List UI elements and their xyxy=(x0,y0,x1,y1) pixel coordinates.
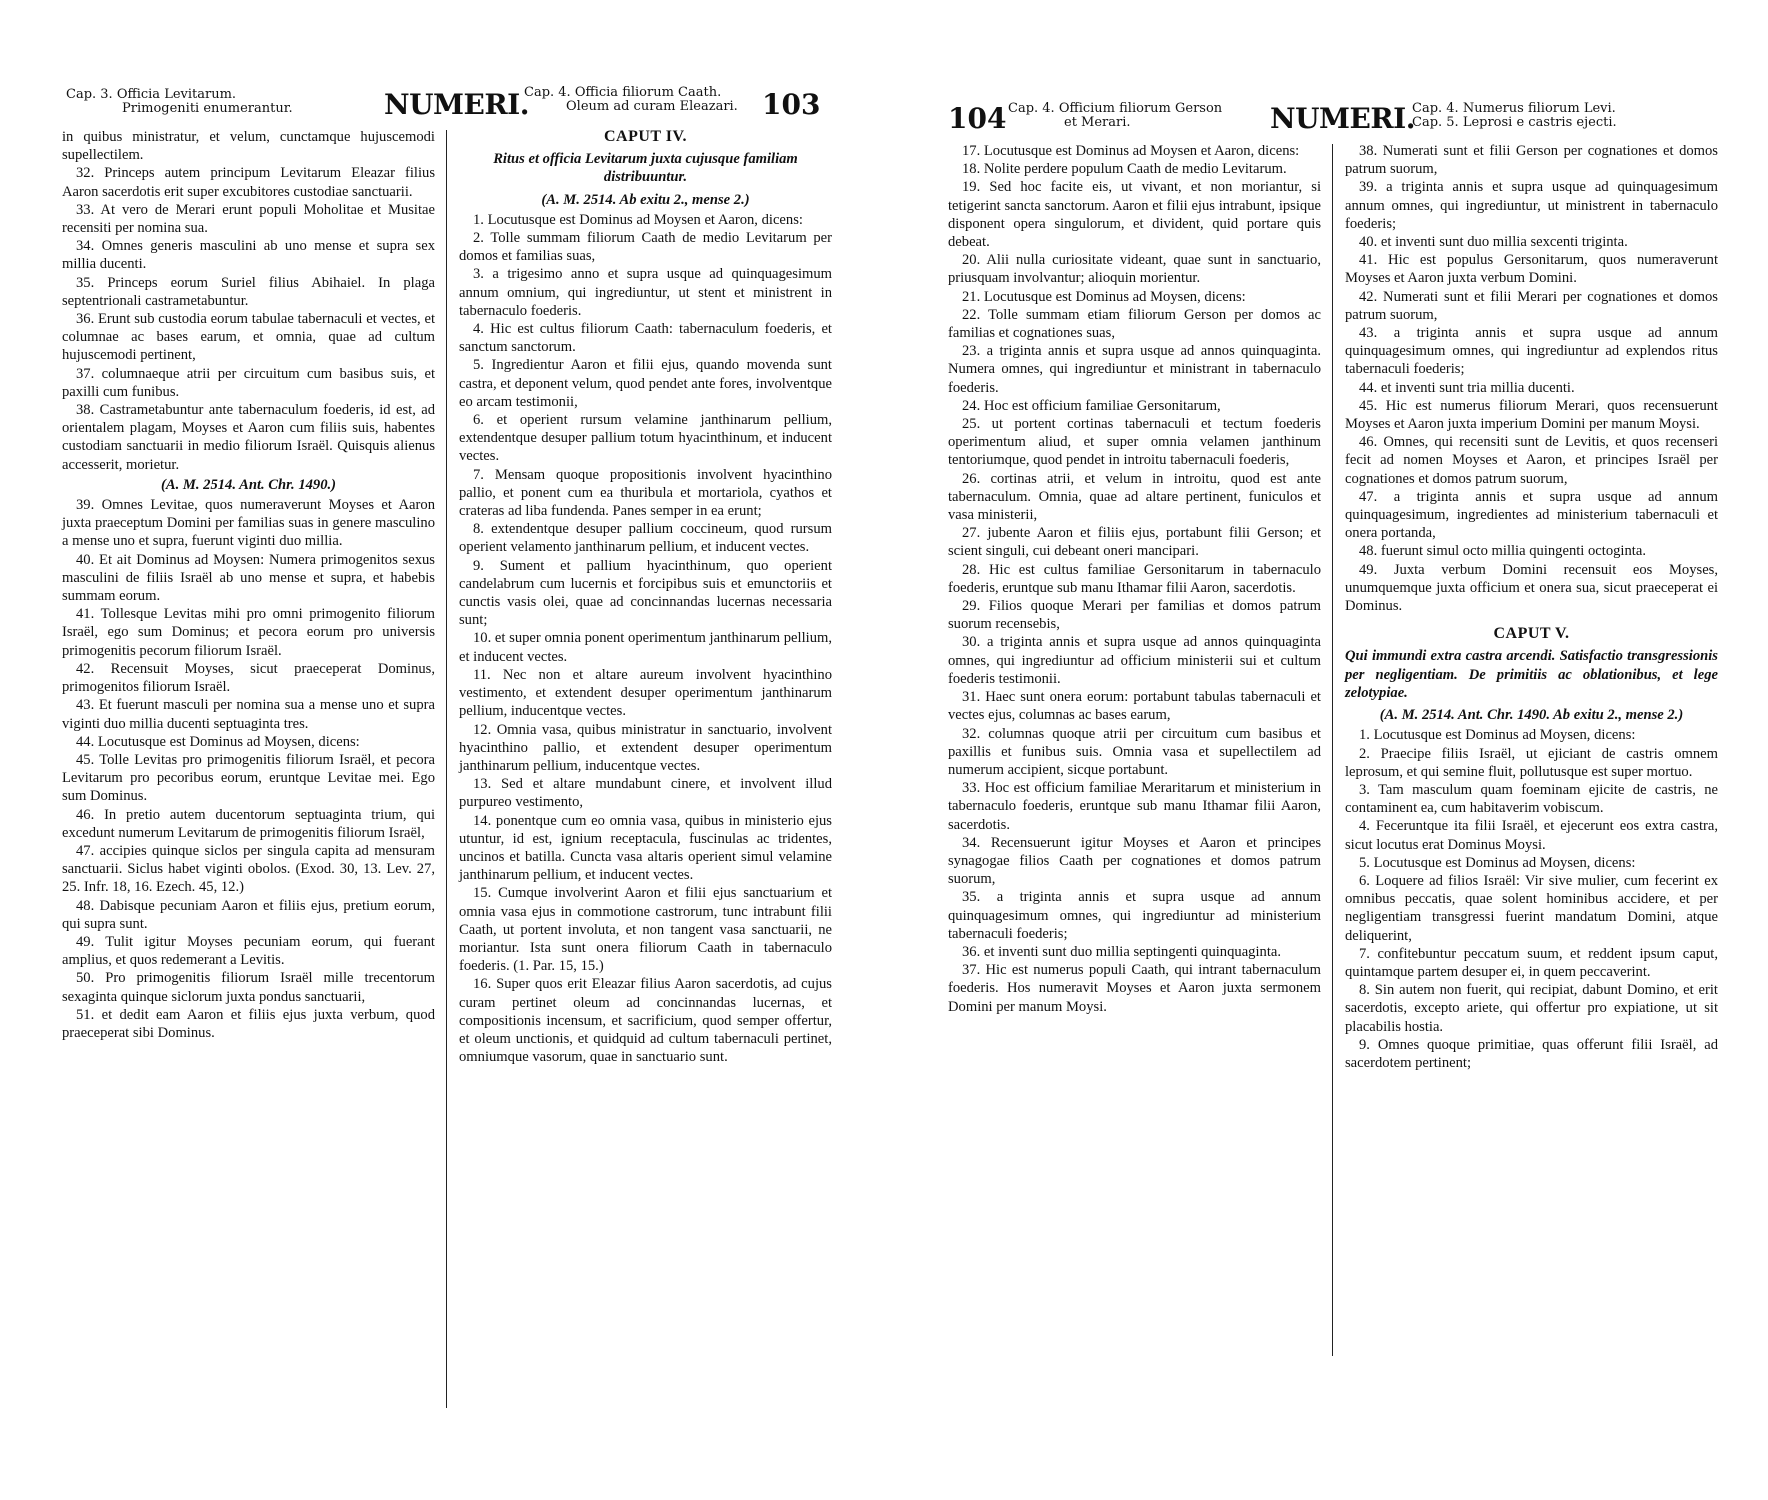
verse: 1. Locutusque est Dominus ad Moysen et Aaron, dicens: xyxy=(473,211,803,228)
right-columns xyxy=(948,142,1718,1072)
verse: 3. a trigesimo anno et supra usque ad quinquagesimum annum omnium, qui ingrediuntur, ut stent et ministrent in tabernaculo foederis. xyxy=(459,266,832,319)
left-column-1 xyxy=(62,128,435,1066)
verse-list xyxy=(1345,726,1718,1072)
verse: 46. In pretio autem ducentorum septuaginta trium, qui excedunt numerum Levitarum de primogenitis filiorum Israël, xyxy=(62,806,435,841)
verse: 28. Hic est cultus familiae Gersonitarum in tabernaculo foederis, eruntque sub manu Ithamar filii Aaron, sacerdotis. xyxy=(948,561,1321,596)
verse: 33. Hoc est officium familiae Meraritarum et ministerium in tabernaculo foederis, eruntque sub manu Ithamar filii Aaron, sacerdotis. xyxy=(948,780,1321,833)
verse: (A. M. 2514. Ant. Chr. 1490.) xyxy=(160,476,337,493)
running-head-line: Oleum ad curam Eleazari. xyxy=(566,99,738,114)
verse: 33. At vero de Merari erunt populi Moholitae et Musitae recensiti per nomina sua. xyxy=(62,201,435,237)
verse: 50. Pro primogenitis filiorum Israël mille trecentorum sexaginta quinque siclorum juxta pondus sanctuarii, xyxy=(62,970,435,1005)
verse: 40. et inventi sunt duo millia sexcenti triginta. xyxy=(1359,234,1628,251)
left-page xyxy=(62,84,832,1066)
chapter-date: (A. M. 2514. Ab exitu 2., mense 2.) xyxy=(541,191,750,208)
verse: 35. Princeps eorum Suriel filius Abihaiel. In plaga septentrionali castrametabuntur. xyxy=(62,274,435,309)
verse: 42. Recensuit Moyses, sicut praeceperat Dominus, primogenitos filiorum Israël. xyxy=(62,660,435,696)
right-page-header xyxy=(948,98,1718,142)
verse: 37. columnaeque atrii per circuitum cum basibus suis, et paxilli cum funibus. xyxy=(62,365,435,400)
verse: 38. Castrametabuntur ante tabernaculum foederis, id est, ad orientalem plagam, Moyses et Aaron cum filiis suis, habentes custodiam sanctuarii in medio filiorum Israël. Quisquis alienus accesserit, morietur. xyxy=(62,402,435,473)
verse: 4. Hic est cultus filiorum Caath: tabernaculum foederis, et sanctum sanctorum. xyxy=(459,321,832,356)
verse: 30. a triginta annis et supra usque ad annos quinquaginta omnes, qui ingrediuntur ad officium ministerii sui et cultum foederis testimonii. xyxy=(948,634,1321,687)
verse: 26. cortinas atrii, et velum in introitu, quod est ante tabernaculum. Omnia, quae ad altare pertinent, funiculos et vasa ministerii, xyxy=(948,470,1321,524)
verse: 49. Tulit igitur Moyses pecuniam eorum, qui fuerant amplius, et quos redemerant a Levitis. xyxy=(62,933,435,969)
verse: 7. confitebuntur peccatum suum, et reddent ipsum caput, quintamque partem desuper ei, in quem peccaverint. xyxy=(1345,945,1718,980)
caput-heading: CAPUT V. xyxy=(1493,625,1570,643)
verse: 6. et operient rursum velamine janthinarum pellium, extendentque desuper pallium totum hyacinthinum, et inducent vectes. xyxy=(459,412,832,465)
verse: 48. Dabisque pecuniam Aaron et filiis ejus, pretium eorum, qui supra sunt. xyxy=(62,897,435,932)
page-number: 104 xyxy=(948,102,1007,135)
verse: 51. et dedit eam Aaron et filiis ejus juxta verbum, quod praeceperat sibi Dominus. xyxy=(62,1006,435,1041)
running-head-right xyxy=(1412,102,1617,130)
verse: 47. accipies quinque siclos per singula capita ad mensuram sanctuarii. Siclus habet viginti obolos. (Exod. 30, 13. Lev. 27, 25. Infr. 18, 16. Ezech. 45, 12.) xyxy=(62,842,435,896)
verse: 18. Nolite perdere populum Caath de medio Levitarum. xyxy=(962,161,1287,178)
verse: 32. Princeps autem principum Levitarum Eleazar filius Aaron sacerdotis erit super excubitores custodiae sanctuarii. xyxy=(62,165,435,200)
verse: 17. Locutusque est Dominus ad Moysen et Aaron, dicens: xyxy=(962,143,1300,159)
verse: 4. Feceruntque ita filii Israël, et ejecerunt eos extra castra, sicut locutus erat Dominus Moysi. xyxy=(1345,818,1718,853)
right-column-1 xyxy=(948,142,1321,1072)
verse: 12. Omnia vasa, quibus ministratur in sanctuario, involvent hyacinthino pallio, et extendent desuper operimentum janthinarum pellium, inducentque vectes. xyxy=(459,721,832,774)
running-head-line: Cap. 4. Officia filiorum Caath. xyxy=(524,85,722,100)
running-head-right xyxy=(524,86,738,114)
page-number: 103 xyxy=(762,88,821,121)
verse: 25. ut portent cortinas tabernaculi et tectum foederis operimentum aliud, et super omnia velamen janthinum tentoriumque, quod pendet in introitu tabernaculi foederis, xyxy=(948,416,1321,469)
verse: 37. Hic est numerus populi Caath, qui intrant tabernaculum foederis. Hos numeravit Moyses et Aaron juxta sermonem Domini per manum Moysi. xyxy=(948,962,1321,1015)
verse: 41. Hic est populus Gersonitarum, quos numeraverunt Moyses et Aaron juxta verbum Domini. xyxy=(1345,252,1718,287)
verse: 8. extendentque desuper pallium coccineum, quod rursum operient velamento janthinarum pellium, et inducent vectes. xyxy=(459,521,832,556)
verse: 34. Recensuerunt igitur Moyses et Aaron et principes synagogae filios Caath per cognationes et domos patrum suorum, xyxy=(948,834,1321,888)
verse: 44. Locutusque est Dominus ad Moysen, dicens: xyxy=(76,733,360,750)
verse: 5. Locutusque est Dominus ad Moysen, dicens: xyxy=(1359,854,1636,871)
verse: 9. Sument et pallium hyacinthinum, quo operient candelabrum cum lucernis et forcipibus suis et emunctoriis et cunctis vasis olei, quae ad concinnandas lucernas necessaria sunt; xyxy=(459,557,832,629)
verse: 22. Tolle summam etiam filiorum Gerson per domos ac familias et cognationes suas, xyxy=(948,306,1321,342)
verse: 47. a triginta annis et supra usque ad annum quinquagesimum, ingredientes ad ministerium tabernaculi et onera portanda, xyxy=(1345,488,1718,542)
verse: 23. a triginta annis et supra usque ad annos quinquaginta. Numera omnes, qui ingrediuntur et ministrant in tabernaculo foederis. xyxy=(948,343,1321,396)
verse: 6. Loquere ad filios Israël: Vir sive mulier, cum fecerint ex omnibus peccatis, quae solent hominibus accidere, et per negligentiam transgressi fuerint mandatum Domini, atque deliquerint, xyxy=(1345,872,1718,944)
verse: 2. Praecipe filiis Israël, ut ejiciant de castris omnem leprosum, et qui semine fluit, pollutusque est super mortuo. xyxy=(1345,745,1718,780)
running-head-line: Cap. 3. Officia Levitarum. xyxy=(66,87,237,102)
verse: 45. Hic est numerus filiorum Merari, quos recensuerunt Moyses et Aaron juxta imperium Domini per manum Moysi. xyxy=(1345,397,1718,433)
verse: 16. Super quos erit Eleazar filius Aaron sacerdotis, ad cujus curam pertinet oleum ad concinnandas lucernas, et compositionis incensum, et sacrificium, quod semper offertur, et oleum unctionis, et quidquid ad cultum tabernaculi pertinet, omniumque vasorum, quae in sanctuario sunt. xyxy=(459,976,832,1066)
verse: 7. Mensam quoque propositionis involvent hyacinthino pallio, et ponent cum ea thuribula et mortariola, cyathos et crateras ad liba fundenda. Panes semper in ea erunt; xyxy=(459,466,832,520)
running-head-line: Primogeniti enumerantur. xyxy=(122,101,293,116)
left-column-2 xyxy=(459,128,832,1066)
verse: 3. Tam masculum quam foeminam ejicite de castris, ne contaminent ea, cum habitaverim vobiscum. xyxy=(1345,781,1718,817)
verse: 43. Et fuerunt masculi per nomina sua a mense uno et supra viginti duo millia ducenti septuaginta tres. xyxy=(62,697,435,732)
verse: 36. Erunt sub custodia eorum tabulae tabernaculi et vectes, et columnae ac bases earum, et omnia, quae ad cultum hujuscemodi pertinent, xyxy=(62,311,435,364)
verse: 39. a triginta annis et supra usque ad quinquagesimum annum omnes, qui ingrediuntur, ut ministrent in tabernaculo foederis; xyxy=(1345,179,1718,232)
book-title: NUMERI. xyxy=(384,88,529,121)
verse: in quibus ministratur, et velum, cunctamque hujuscemodi supellectilem. xyxy=(62,129,435,164)
right-column-2 xyxy=(1345,142,1718,1072)
verse: 39. Omnes Levitae, quos numeraverunt Moyses et Aaron juxta praeceptum Domini per familias suas in genere masculino a mense uno et supra, fuerunt viginti duo millia. xyxy=(62,497,435,550)
caput-heading: CAPUT IV. xyxy=(603,128,688,145)
running-head-line: Cap. 5. Leprosi e castris ejecti. xyxy=(1412,115,1617,130)
verse: 41. Tollesque Levitas mihi pro omni primogenito filiorum Israël, ego sum Dominus; et pecora eorum pro universis primogenitis pecorum filiorum Israël. xyxy=(62,606,435,659)
verse: 21. Locutusque est Dominus ad Moysen, dicens: xyxy=(962,288,1246,305)
verse: 24. Hoc est officium familiae Gersonitarum, xyxy=(962,397,1221,414)
verse: 8. Sin autem non fuerit, qui recipiat, dabunt Domino, et erit sacerdotis, excepto ariete, qui offertur pro expiatione, ut sit placabilis hostia. xyxy=(1345,982,1718,1035)
verse: 48. fuerunt simul octo millia quingenti octoginta. xyxy=(1359,543,1646,560)
chapter-summary: Ritus et officia Levitarum juxta cujusque familiam distribuuntur. xyxy=(493,151,798,186)
column-rule xyxy=(446,130,447,1408)
verse: 27. jubente Aaron et filiis ejus, portabunt filii Gerson; et scient singuli, cui debeant oneri mancipari. xyxy=(948,525,1321,560)
verse: 9. Omnes quoque primitiae, quas offerunt filii Israël, ad sacerdotem pertinent; xyxy=(1345,1036,1718,1071)
verse: 13. Sed et altare mundabunt cinere, et involvent illud purpureo vestimento, xyxy=(459,776,832,811)
verse: 42. Numerati sunt et filii Merari per cognationes et domos patrum suorum, xyxy=(1345,288,1718,323)
column-rule xyxy=(1332,144,1333,1356)
verse: 15. Cumque involverint Aaron et filii ejus sanctuarium et omnia vasa ejus in commotione castrorum, tunc intrabunt filii Caath, ut portent involuta, et non tangent vasa sanctuarii, ne moriantur. Ista sunt onera filiorum Caath in tabernaculo foederis. (1. Par. 15, 15.) xyxy=(459,885,832,975)
book-title: NUMERI. xyxy=(1270,102,1415,135)
verse: 46. Omnes, qui recensiti sunt de Levitis, et quos recenseri fecit ad nomen Moyses et Aaron, et principes Israël per cognationes et domos patrum suorum, xyxy=(1345,434,1718,487)
verse: 11. Nec non et altare aureum involvent hyacinthino vestimento, et extendent desuper operimentum janthinarum pellium, inducentque vectes. xyxy=(459,666,832,720)
verse: 43. a triginta annis et supra usque ad annum quinquagesimum omnes, qui ingrediuntur ad explendos ritus tabernaculi foederis; xyxy=(1345,325,1718,378)
verse: 1. Locutusque est Dominus ad Moysen, dicens: xyxy=(1359,727,1636,744)
running-head-left xyxy=(1008,102,1222,130)
verse: 2. Tolle summam filiorum Caath de medio Levitarum per domos et familias suas, xyxy=(459,230,832,265)
chapter-date: (A. M. 2514. Ant. Chr. 1490. Ab exitu 2., mense 2.) xyxy=(1379,707,1684,724)
verse: 44. et inventi sunt tria millia ducenti. xyxy=(1359,379,1575,396)
verse: 40. Et ait Dominus ad Moysen: Numera primogenitos sexus masculini de filiis Israël ab uno mense et supra, et habebis summam eorum. xyxy=(62,551,435,605)
verse: 10. et super omnia ponent operimentum janthinarum pellium, et inducent vectes. xyxy=(459,630,832,665)
running-head-line: Cap. 4. Numerus filiorum Levi. xyxy=(1412,101,1616,116)
running-head-left xyxy=(66,88,293,116)
verse: 32. columnas quoque atrii per circuitum cum basibus et paxillis et funibus suis. Omnia vasa et supellectilem ad numerum accipient, sicque portabunt. xyxy=(948,725,1321,778)
left-columns xyxy=(62,128,832,1066)
verse: 35. a triginta annis et supra usque ad annum quinquagesimum omnes, qui ingrediuntur ad ministerium tabernaculi foederis; xyxy=(948,889,1321,942)
running-head-line: et Merari. xyxy=(1064,115,1131,130)
verse: 45. Tolle Levitas pro primogenitis filiorum Israël, et pecora Levitarum pro pecoribus eorum, eruntque Levitae mei. Ego sum Dominus. xyxy=(62,751,435,805)
left-page-header xyxy=(62,84,832,128)
verse: 31. Haec sunt onera eorum: portabunt tabulas tabernaculi et vectes ejus, columnas ac bases earum, xyxy=(948,689,1321,724)
verse: 19. Sed hoc facite eis, ut vivant, et non moriantur, si tetigerint sancta sanctorum. Aaron et filii ejus intrabunt, ipsique disponent opera singulorum, et divident, quid portare quis debeat. xyxy=(948,179,1321,251)
verse: 34. Omnes generis masculini ab uno mense et supra sex millia ducenti. xyxy=(62,238,435,273)
verse: 5. Ingredientur Aaron et filii ejus, quando movenda sunt castra, et deponent velum, quod pendet ante fores, involventque eo arcam testimonii, xyxy=(459,357,832,410)
verse: 38. Numerati sunt et filii Gerson per cognationes et domos patrum suorum, xyxy=(1345,143,1718,178)
verse-list xyxy=(1345,142,1718,615)
verse-list xyxy=(459,211,832,1067)
verse: 14. ponentque cum eo omnia vasa, quibus in ministerio ejus utuntur, id est, ignium receptacula, fuscinulas ac tridentes, uncinos et batilla. Cuncta vasa altaris operient simul velamine janthinarum pellium, et inducent vectes. xyxy=(459,812,832,884)
verse: 36. et inventi sunt duo millia septingenti quinquaginta. xyxy=(962,943,1281,960)
verse: 49. Juxta verbum Domini recensuit eos Moyses, unumquemque juxta officium et onera sua, sicut praeceperat ei Dominus. xyxy=(1345,561,1718,615)
verse: 20. Alii nulla curiositate videant, quae sunt in sanctuario, priusquam involvantur; alioquin morientur. xyxy=(948,252,1321,287)
right-page xyxy=(948,98,1718,1072)
chapter-summary: Qui immundi extra castra arcendi. Satisfactio transgressionis per negligentiam. De primitiis ac oblationibus, et lege zelotypiae. xyxy=(1345,648,1718,701)
verse: 29. Filios quoque Merari per familias et domos patrum suorum recensebis, xyxy=(948,598,1321,633)
running-head-line: Cap. 4. Officium filiorum Gerson xyxy=(1008,101,1223,116)
